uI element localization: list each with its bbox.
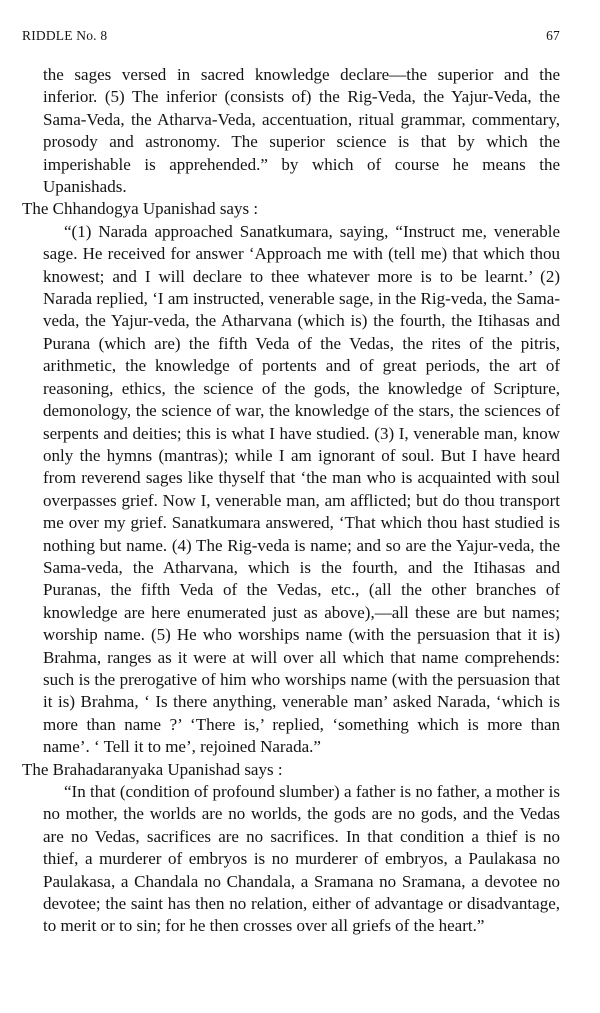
paragraph-continuation: the sages versed in sacred knowledge declare—the superior and the inferior. (5) The inferior (consists of) the Rig-Veda, the Yajur-Veda, the Sama-Veda, the Atharva-Veda, accentuation, ritual grammar, commentary, prosody and astronomy. The superior science is that by which the imperishable is apprehended.” by which of course he means the Upanishads.: [43, 65, 560, 197]
chhandogya-intro: The Chhandogya Upanishad says :: [22, 199, 259, 219]
page-body: [22, 64, 560, 938]
page-number: 67: [546, 28, 560, 43]
brahadaranyaka-quote: “In that (condition of profound slumber) a father is no father, a mother is no mother, the worlds are no worlds, the gods are no gods, and the Vedas are no Vedas, sacrifices are no sacrifices. In that condition a thief is no thief, a murderer of embryos is no murderer of embryos, a Paulakasa no Paulakasa, a Chandala no Chandala, a Sramana no Sramana, a devotee no devotee; the saint has then no relation, either of advantage or disadvantage, to merit or to sin; for he then crosses over all griefs of the heart.”: [43, 782, 560, 936]
chhandogya-quote: “(1) Narada approached Sanatkumara, saying, “Instruct me, venerable sage. He received for answer ‘Approach me with (tell me) that which thou knowest; and I will declare to thee whatever more is to be learnt.’ (2) Narada replied, ‘I am instructed, venerable sage, in the Rig-veda, the Sama-veda, the Yajur-veda, the Atharvana (which is) the fourth, the Itihasas and Purana (which are) the fifth Veda of the Vedas, the rites of the pitris, arithmetic, the knowledge of portents and of great periods, the art of reasoning, ethics, the science of the gods, the knowledge of Scripture, demonology, the science of war, the knowledge of the stars, the sciences of serpents and deities; this is what I have studied. (3) I, venerable man, know only the hymns (mantras); while I am ignorant of soul. But I have heard from reverend sages like thyself that ‘the man who is acquainted with soul overpasses grief. Now I, venerable man, am afflicted; but do thou transport me over my grief. Sanatkumara answered, ‘That which thou hast studied is nothing but name. (4) The Rig-veda is name; and so are the Yajur-veda, the Sama-veda, the Atharvana, which is the fourth, and the Itihasas and Puranas, the fifth Veda of the Vedas, etc., (all the other branches of knowledge are here enumerated just as above),—all these are but names; worship name. (5) He who worships name (with the persuasion that it is) Brahma, ranges as it were at will over all which that name comprehends: such is the prerogative of him who worships name (with the persuasion that it is) Brahma, ‘ Is there anything, venerable man’ asked Narada, ‘which is more than name ?’ ‘There is,’ replied, ‘something which is more than name’. ‘ Tell it to me’, rejoined Narada.”: [43, 221, 560, 757]
running-head: [22, 28, 560, 44]
brahadaranyaka-intro: The Brahadaranyaka Upanishad says :: [22, 759, 283, 779]
chapter-title: RIDDLE No. 8: [22, 28, 108, 43]
